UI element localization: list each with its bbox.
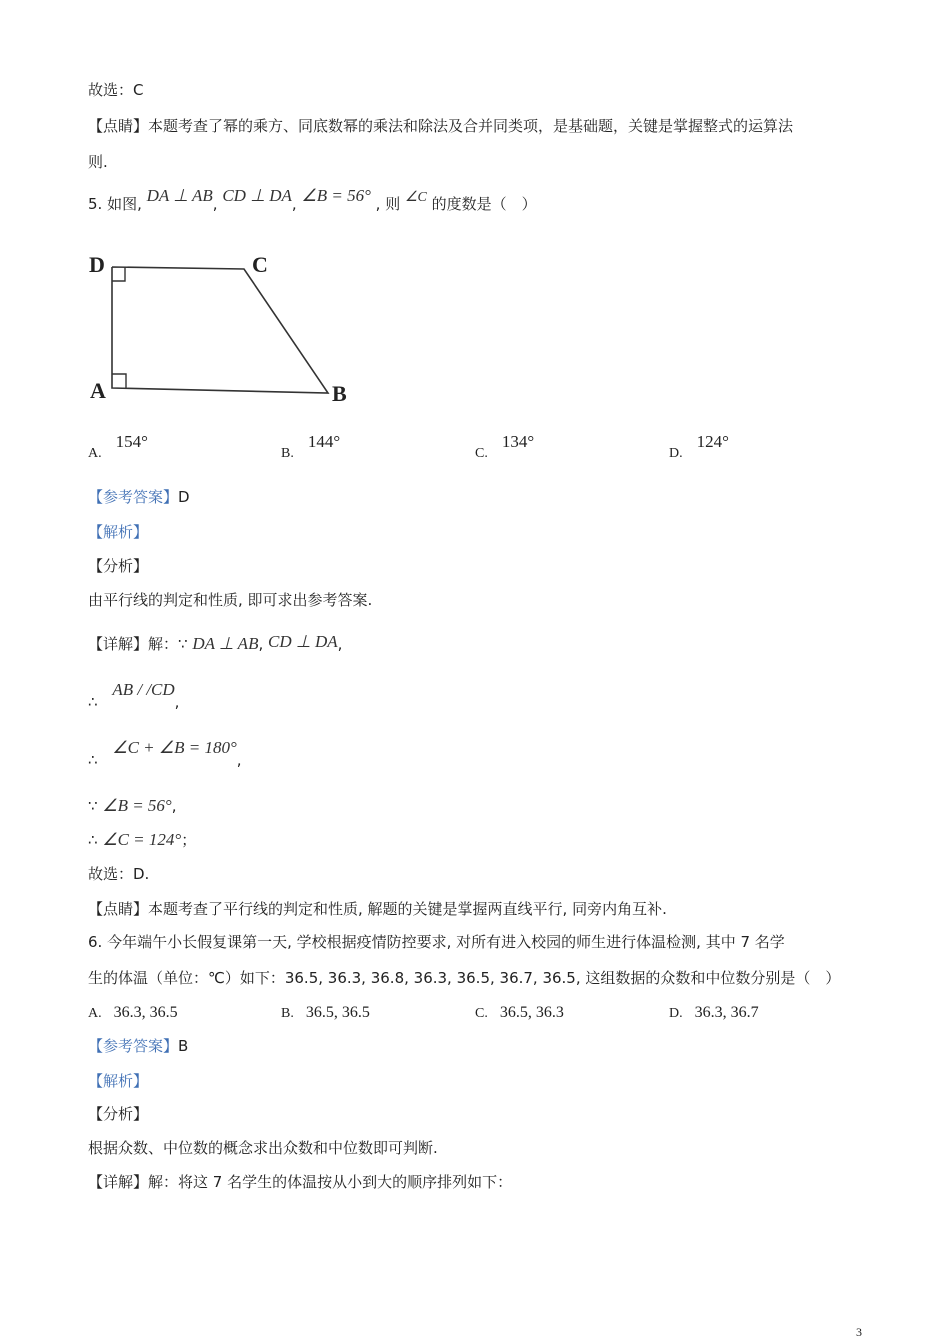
option-value: 144°	[307, 432, 341, 451]
step-2-math: ∠C + ∠B = 180°	[112, 738, 237, 757]
q5-then: , 则	[375, 195, 401, 213]
q5-option-c	[475, 432, 535, 462]
because-symbol: ∵	[88, 797, 98, 815]
detail-prefix: 【详解】解：∵	[88, 635, 188, 653]
question-6-line2: 生的体温（单位：℃）如下：36.5, 36.3, 36.8, 36.3, 36.5, 36.7, 36.5, 这组数据的众数和中位数分别是（ ）	[88, 969, 841, 987]
step-2: ∴ ∠C + ∠B = 180°,	[88, 738, 242, 769]
therefore-symbol: ∴	[88, 831, 98, 849]
choose-5: 故选：D.	[88, 865, 150, 883]
detail-1: 【详解】解：∵ DA ⊥ AB, CD ⊥ DA,	[88, 632, 343, 653]
answer-5	[88, 487, 190, 507]
option-label: C.	[475, 446, 488, 461]
vertex-label-d: D	[89, 252, 105, 277]
analysis-sub-2: 【分析】	[88, 1105, 149, 1123]
step-4-math: ∠C = 124°	[102, 830, 182, 849]
step-1: ∴ AB / /CD,	[88, 680, 180, 711]
therefore-symbol: ∴	[88, 693, 98, 711]
analysis-text-1: 由平行线的判定和性质, 即可求出参考答案.	[88, 591, 373, 609]
therefore-symbol: ∴	[88, 751, 98, 769]
option-label: A.	[88, 446, 102, 461]
option-label: D.	[669, 446, 683, 461]
option-value: 154°	[115, 432, 148, 451]
option-value: 134°	[501, 432, 535, 451]
detail-math-1: DA ⊥ AB	[192, 634, 259, 653]
option-value: 36.5, 36.3	[499, 1004, 564, 1021]
option-value: 36.5, 36.5	[305, 1004, 370, 1021]
option-value: 36.3, 36.5	[113, 1004, 178, 1021]
prev-comment-line2: 则.	[88, 153, 108, 171]
answer-6	[88, 1036, 188, 1056]
option-label: B.	[281, 1006, 294, 1021]
vertex-label-b: B	[332, 381, 347, 406]
q5-prefix: 5. 如图,	[88, 195, 142, 213]
q6-option-c	[475, 1003, 564, 1022]
step-3: ∵ ∠B = 56°,	[88, 796, 177, 815]
step-3-math: ∠B = 56°	[102, 796, 172, 815]
detail-2: 【详解】解：将这 7 名学生的体温按从小到大的顺序排列如下：	[88, 1173, 513, 1191]
q6-option-a	[88, 1003, 178, 1022]
option-label: B.	[281, 446, 294, 461]
vertex-label-c: C	[252, 252, 268, 277]
q5-option-d	[669, 432, 729, 462]
option-label: D.	[669, 1006, 683, 1021]
option-label: A.	[88, 1006, 102, 1021]
page-number: 3	[856, 1325, 862, 1339]
analysis-heading-2: 【解析】	[88, 1072, 149, 1090]
q5-option-b	[281, 432, 341, 462]
quadrilateral-outline	[112, 267, 328, 393]
vertex-label-a: A	[90, 378, 106, 403]
right-angle-mark-d	[112, 267, 125, 281]
answer-tag: 【参考答案】	[88, 1037, 179, 1055]
question-6-line1: 6. 今年端午小长假复课第一天, 学校根据疫情防控要求, 对所有进入校园的师生进行体温检测, 其中 7 名学	[88, 933, 785, 951]
q5-math-4: ∠C	[405, 190, 427, 205]
answer-value: D	[178, 488, 190, 506]
step-4	[88, 830, 196, 850]
q5-option-a	[88, 432, 148, 462]
option-value: 36.3, 36.7	[694, 1004, 759, 1021]
q6-option-d	[669, 1003, 759, 1022]
answer-value: B	[178, 1037, 189, 1055]
prev-answer: 故选：C	[88, 81, 144, 99]
step-1-math: AB / /CD	[112, 680, 175, 699]
option-value: 124°	[696, 432, 729, 451]
q6-option-b	[281, 1003, 370, 1022]
analysis-heading-1: 【解析】	[88, 523, 149, 541]
question-5: 5. 如图, DA ⊥ AB, CD ⊥ DA, ∠B = 56° , 则 ∠C 的度数是（ ）	[88, 186, 537, 213]
q5-math-3: ∠B = 56°	[301, 186, 371, 205]
quadrilateral-figure	[86, 250, 366, 410]
comment-5: 【点睛】本题考查了平行线的判定和性质, 解题的关键是掌握两直线平行, 同旁内角互补.	[88, 900, 667, 918]
q5-math-1: DA ⊥ AB	[146, 186, 213, 205]
option-label: C.	[475, 1006, 488, 1021]
step-4-end: ；	[181, 831, 197, 849]
analysis-text-2: 根据众数、中位数的概念求出众数和中位数即可判断.	[88, 1139, 438, 1157]
prev-comment-line1: 【点睛】本题考查了幂的乘方、同底数幂的乘法和除法及合并同类项，是基础题，关键是掌握整式的运算法	[88, 117, 794, 135]
answer-tag: 【参考答案】	[88, 488, 179, 506]
q5-math-2: CD ⊥ DA	[222, 186, 292, 205]
right-angle-mark-a	[112, 374, 126, 388]
q5-suffix: 的度数是（ ）	[431, 195, 537, 213]
detail-math-2: CD ⊥ DA	[268, 632, 338, 651]
analysis-sub-1: 【分析】	[88, 557, 149, 575]
